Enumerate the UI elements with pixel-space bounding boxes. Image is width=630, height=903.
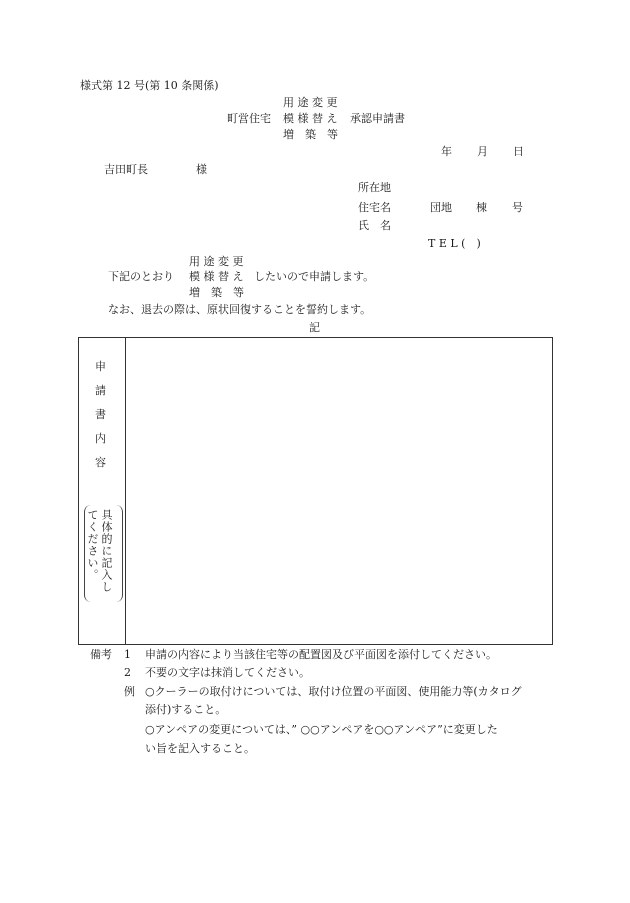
instruction-note-col2: てください。 (86, 509, 99, 581)
label-column-divider (125, 337, 126, 644)
remark-number: 1 (124, 648, 131, 661)
tel-label: T E L ( ) (428, 237, 481, 250)
housing-name-label: 住宅名 (358, 201, 391, 214)
example-2-line-2: い旨を記入すること。 (145, 742, 255, 755)
building-label: 棟 (476, 201, 487, 214)
example-label: 例 (124, 685, 135, 698)
label-char: 容 (95, 456, 106, 469)
example-1-line-1: ○クーラーの取付けについては、取付け位置の平面図、使用能力等(カタログ (145, 685, 522, 698)
label-char: 書 (95, 408, 106, 421)
room-label: 号 (512, 201, 523, 214)
applicant-name-label: 氏 名 (358, 219, 391, 232)
ki-heading: 記 (309, 321, 320, 334)
remarks-label: 備考 (90, 648, 112, 661)
remark-item-2: 不要の文字は抹消してください。 (145, 666, 310, 679)
label-char: 内 (95, 432, 106, 445)
title-prefix: 町営住宅 (227, 112, 271, 125)
body-request: したいので申請します。 (254, 270, 375, 283)
label-char: 請 (95, 384, 106, 397)
form-number: 様式第 12 号(第 10 条関係) (80, 79, 219, 92)
addressee-honorific: 様 (196, 163, 207, 176)
application-content-area[interactable] (131, 343, 545, 637)
page-title: 承認申請書 (350, 112, 405, 125)
date-month-label: 月 (477, 145, 488, 158)
label-char: 申 (95, 360, 106, 373)
addressee-name: 吉田町長 (104, 163, 148, 176)
body-option-use-change: 用 途 変 更 (189, 255, 244, 268)
body-lead: 下記のとおり (108, 270, 174, 283)
example-2-line-1: ○アンペアの変更については、” ○○アンペアを○○アンペア”に変更した (145, 723, 498, 736)
title-option-extension: 増 築 等 (283, 128, 338, 141)
title-option-remodel: 模 様 替 え (283, 112, 338, 125)
date-year-label: 年 (441, 145, 452, 158)
address-label: 所在地 (358, 181, 391, 194)
title-option-use-change: 用 途 変 更 (283, 96, 338, 109)
remark-number: 2 (124, 666, 131, 679)
date-day-label: 日 (513, 145, 524, 158)
instruction-note-col1: 具体的に記入し (100, 509, 113, 593)
example-1-line-2: 添付)すること。 (145, 703, 227, 716)
remark-item-1: 申請の内容により当該住宅等の配置図及び平面図を添付してください。 (145, 648, 497, 661)
danchi-label: 団地 (430, 201, 452, 214)
body-option-extension: 増 築 等 (189, 286, 244, 299)
pledge-text: なお、退去の際は、原状回復することを誓約します。 (108, 303, 372, 316)
body-option-remodel: 模 様 替 え (189, 270, 244, 283)
